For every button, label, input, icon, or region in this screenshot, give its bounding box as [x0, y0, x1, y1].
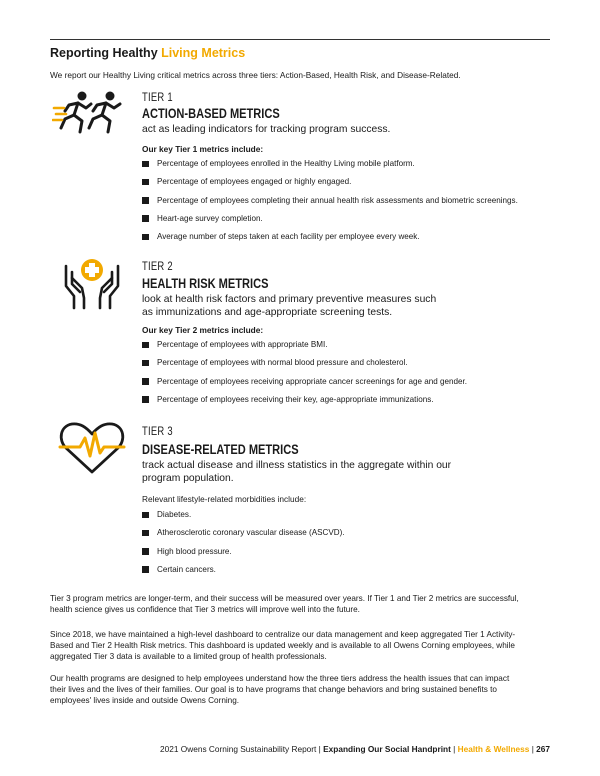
heart-pulse-icon — [58, 420, 126, 476]
paragraph-programs: Our health programs are designed to help employees understand how the three tiers address the health issues that can impact their lives and the lives of their families. Our goal is to have programs that change behaviors and bring sustained benefits to employees' lives inside and outside Owens Corning. — [50, 674, 510, 706]
tier3-list — [142, 510, 345, 583]
list-item: Percentage of employees with normal blood pressure and cholesterol. — [142, 358, 467, 376]
list-item: Percentage of employees receiving appropriate cancer screenings for age and gender. — [142, 377, 467, 395]
tier1-label: TIER 1 — [142, 92, 173, 104]
tier3-title: DISEASE-RELATED METRICS — [142, 442, 299, 457]
runners-icon — [52, 88, 134, 136]
tier1-subheading: Our key Tier 1 metrics include: — [142, 144, 264, 154]
tier2-title: HEALTH RISK METRICS — [142, 276, 269, 291]
page-number: 267 — [536, 744, 550, 754]
tier2-description: look at health risk factors and primary preventive measures such as immunizations and age-appropriate screening tests. — [142, 294, 437, 318]
tier3-label: TIER 3 — [142, 426, 173, 438]
list-item: Atherosclerotic coronary vascular disease (ASCVD). — [142, 528, 345, 546]
tier3-subheading: Relevant lifestyle-related morbidities include: — [142, 494, 307, 504]
hands-medical-cross-icon — [60, 256, 124, 312]
top-rule — [50, 39, 550, 40]
page-footer: 2021 Owens Corning Sustainability Report | Expanding Our Social Handprint | Health & Wellness | 267 — [160, 744, 550, 754]
tier1-list — [142, 159, 518, 250]
intro-text: We report our Healthy Living critical metrics across three tiers: Action-Based, Health Risk, and Disease-Related. — [50, 70, 461, 80]
paragraph-tier3-outlook: Tier 3 program metrics are longer-term, and their success will be measured over years. If Tier 1 and Tier 2 metrics are successful, health science gives us confidence that Tier 3 metrics will improve well into the future. — [50, 594, 519, 615]
list-item: Average number of steps taken at each facility per employee every week. — [142, 232, 518, 250]
list-item: Diabetes. — [142, 510, 345, 528]
list-item: Heart-age survey completion. — [142, 214, 518, 232]
list-item: Percentage of employees engaged or highly engaged. — [142, 177, 518, 195]
list-item: Percentage of employees completing their annual health risk assessments and biometric screenings. — [142, 196, 518, 214]
list-item: Percentage of employees with appropriate BMI. — [142, 340, 467, 358]
list-item: Percentage of employees receiving their key, age-appropriate immunizations. — [142, 395, 467, 413]
tier2-subheading: Our key Tier 2 metrics include: — [142, 325, 264, 335]
tier2-list — [142, 340, 467, 413]
tier1-title: ACTION-BASED METRICS — [142, 106, 280, 121]
tier3-description: track actual disease and illness statistics in the aggregate within our program population. — [142, 460, 452, 484]
page-title: Reporting Healthy Living Metrics — [50, 46, 246, 60]
list-item: High blood pressure. — [142, 547, 345, 565]
tier2-label: TIER 2 — [142, 261, 173, 273]
list-item: Percentage of employees enrolled in the Healthy Living mobile platform. — [142, 159, 518, 177]
list-item: Certain cancers. — [142, 565, 345, 583]
paragraph-dashboard: Since 2018, we have maintained a high-level dashboard to centralize our data management and keep aggregated Tier 1 Activity- Based and Tier 2 Health Risk metrics. This dashboard is updated weekly and is available to all Owens Corning employees, while aggregated Tier 3 data is available to a limited group of health professionals. — [50, 630, 516, 662]
tier1-description: act as leading indicators for tracking program success. — [142, 124, 391, 135]
